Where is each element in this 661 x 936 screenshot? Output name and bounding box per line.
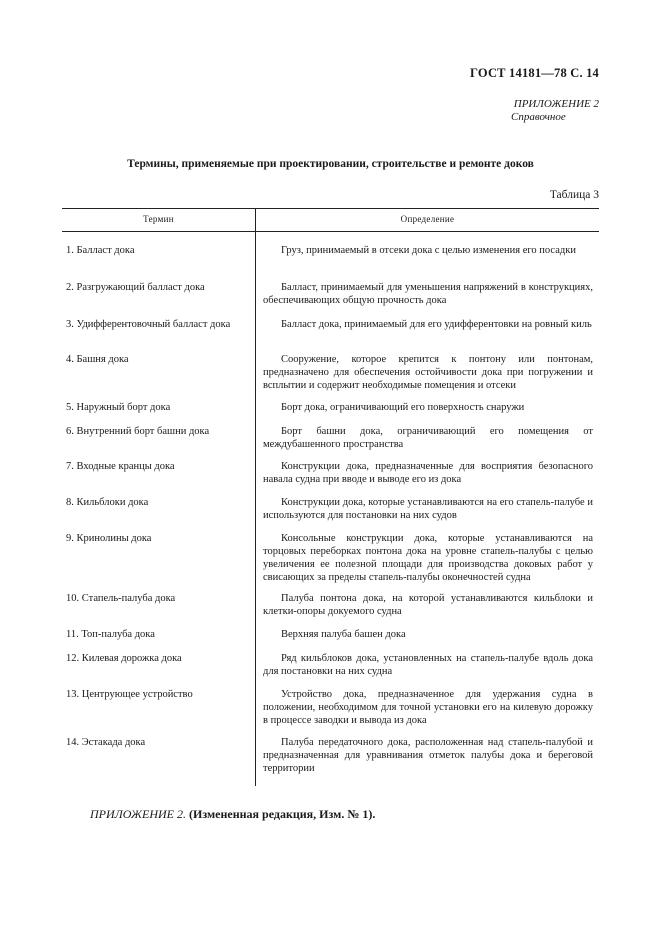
definition-cell: Сооружение, которое крепится к понтону или понтонам, предназначено для обеспечения остойчивости дока при погружении и всплытии и содержит необходимые помещения и отсеки bbox=[263, 354, 593, 391]
appendix-subtitle: Справочное bbox=[511, 111, 566, 123]
table-label: Таблица 3 bbox=[549, 189, 599, 201]
definition-cell: Верхняя палуба башен дока bbox=[281, 629, 406, 640]
table-top-rule bbox=[62, 208, 599, 209]
term-cell: 3. Удифферентовочный балласт дока bbox=[66, 319, 231, 330]
amendment-note bbox=[90, 807, 375, 822]
term-cell: 4. Башня дока bbox=[66, 354, 129, 365]
term-cell: 13. Центрующее устройство bbox=[66, 689, 193, 700]
definition-cell: Борт дока, ограничивающий его поверхность снаружи bbox=[281, 402, 525, 413]
definition-cell: Палуба понтона дока, на которой устанавливаются кильблоки и клетки-опоры докуемого судна bbox=[263, 593, 593, 617]
term-cell: 14. Эстакада дока bbox=[66, 737, 146, 748]
definition-cell: Груз, принимаемый в отсеки дока с целью изменения его посадки bbox=[281, 245, 576, 256]
term-cell: 7. Входные кранцы дока bbox=[66, 461, 175, 472]
column-header-term: Термин bbox=[143, 214, 174, 224]
definition-cell: Борт башни дока, ограничивающий его помещения от междубашенного пространства bbox=[263, 426, 593, 450]
term-cell: 2. Разгружающий балласт дока bbox=[66, 282, 205, 293]
appendix-label: ПРИЛОЖЕНИЕ 2 bbox=[513, 98, 599, 110]
definition-cell: Конструкции дока, которые устанавливаются на его стапель-палубе и используются для постановки на них судов bbox=[263, 497, 593, 521]
definition-cell: Балласт, принимаемый для уменьшения напряжений в конструкциях, обеспечивающих общую прочность дока bbox=[263, 282, 593, 306]
definition-cell: Ряд кильблоков дока, установленных на стапель-палубе вдоль дока для постановки на них судна bbox=[263, 653, 593, 677]
term-cell: 8. Кильблоки дока bbox=[66, 497, 149, 508]
appendix-block bbox=[449, 98, 599, 124]
column-header-definition: Определение bbox=[400, 214, 455, 224]
definition-cell: Консольные конструкции дока, которые устанавливаются на торцовых переборках понтона дока на уровне стапель-палубы с целью увеличения ее полезной площади для производства доковых работ у свисающих за пределы стапель-палубы оконечностей судна bbox=[263, 533, 593, 583]
term-cell: 1. Балласт дока bbox=[66, 245, 135, 256]
term-cell: 12. Килевая дорожка дока bbox=[66, 653, 182, 664]
table-header-rule bbox=[62, 231, 599, 232]
amendment-note-label: ПРИЛОЖЕНИЕ 2. bbox=[90, 807, 186, 821]
definition-cell: Балласт дока, принимаемый для его удифферентовки на ровный киль bbox=[281, 319, 592, 330]
amendment-note-text: (Измененная редакция, Изм. № 1). bbox=[185, 807, 376, 821]
term-cell: 9. Кринолины дока bbox=[66, 533, 152, 544]
table-column-divider bbox=[255, 208, 256, 786]
definition-cell: Устройство дока, предназначенное для удержания судна в положении, необходимом для точной установки его на килевую дорожку в процессе заводки и вывода из дока bbox=[263, 689, 593, 726]
page-header: ГОСТ 14181—78 С. 14 bbox=[470, 66, 599, 80]
definition-cell: Палуба передаточного дока, расположенная над стапель-палубой и предназначенная для уравнивания отметок палубы дока и береговой территории bbox=[263, 737, 593, 774]
document-title: Термины, применяемые при проектировании, строительстве и ремонте доков bbox=[127, 158, 534, 170]
definition-cell: Конструкции дока, предназначенные для восприятия безопасного навала судна при вводе и выводе его из дока bbox=[263, 461, 593, 485]
term-cell: 11. Топ-палуба дока bbox=[66, 629, 155, 640]
term-cell: 5. Наружный борт дока bbox=[66, 402, 171, 413]
term-cell: 6. Внутренний борт башни дока bbox=[66, 426, 210, 437]
term-cell: 10. Стапель-палуба дока bbox=[66, 593, 176, 604]
